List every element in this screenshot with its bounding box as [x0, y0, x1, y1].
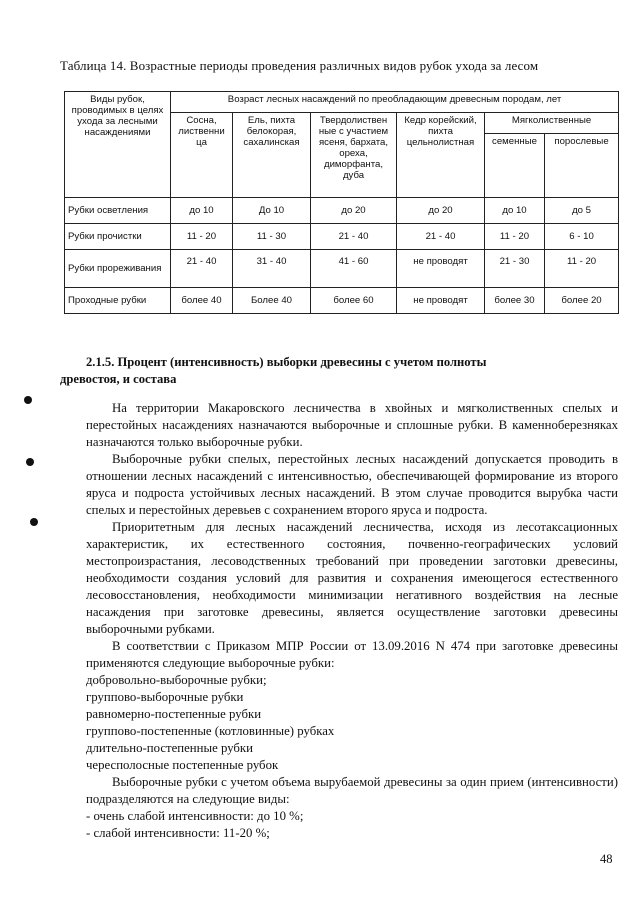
list-item: группово-постепенные (котловинные) рубках	[86, 724, 335, 738]
species-el: Ель, пихта белокорая, сахалинская	[233, 113, 311, 198]
paragraph: Выборочные рубки спелых, перестойных лесных насаждений допускается проводить в отношении лесных насаждений с интенсивностью, обеспечивающей формирование из второго яруса и подроста устойчивых лесных насаждений. В этом случае проводится вырубка части спелых и перестойных деревьев с сохранением второго яруса и подроста.	[86, 452, 618, 517]
table-cell: 21 - 40	[171, 250, 233, 288]
table-cell: не проводят	[397, 250, 485, 288]
paragraph: На территории Макаровского лесничества в хвойных и мягколиственных спелых и перестойных насаждениях назначаются выборочные и сплошные рубки. В каменноберезняках назначаются только выборочные рубки.	[86, 401, 618, 449]
table-cell: более 20	[545, 288, 619, 314]
list-item: группово-выборочные рубки	[86, 690, 244, 704]
list-item: - слабой интенсивности: 11-20 %;	[86, 826, 270, 840]
table-cell: 11 - 20	[171, 224, 233, 250]
page-number: 48	[600, 852, 613, 866]
list-item: равномерно-постепенные рубки	[86, 707, 262, 721]
section-heading-line1: 2.1.5. Процент (интенсивность) выборки древесины с учетом полноты	[86, 355, 487, 369]
table-corner-header: Виды рубок, проводимых в целях ухода за лесными насаждениями	[65, 92, 171, 198]
row-label: Рубки осветления	[65, 198, 171, 224]
species-semennye: семенные	[485, 134, 545, 198]
table-header-row	[65, 92, 619, 113]
table-row	[65, 198, 619, 224]
table-cell: до 20	[311, 198, 397, 224]
species-kedr: Кедр корейский, пихта цельнолистная	[397, 113, 485, 198]
species-myagko: Мягколиственные	[485, 113, 619, 134]
table-cell: до 5	[545, 198, 619, 224]
table-cell: 21 - 40	[311, 224, 397, 250]
table-cell: 21 - 40	[397, 224, 485, 250]
section-heading-line2: древостоя, и состава	[60, 372, 177, 386]
binder-hole-dot	[26, 458, 34, 466]
table-cell: 11 - 20	[545, 250, 619, 288]
row-label: Рубки прочистки	[65, 224, 171, 250]
table-cell: не проводят	[397, 288, 485, 314]
table-cell: до 10	[485, 198, 545, 224]
table-cell: 11 - 30	[233, 224, 311, 250]
species-sosna: Сосна, лиственни ца	[171, 113, 233, 198]
paragraph: Приоритетным для лесных насаждений лесничества, исходя из лесотаксационных характеристик, их естественного состояния, почвенно-географических условий местопроизрастания, лесоводственных требований при проведении заготовки древесины, необходимости создания условий для развития и сохранения имеющегося естественного лесовосстановления, необходимости минимизации негативного воздействия на лесные насаждения при заготовке древесины, является осуществление заготовки древесины выборочными рубками.	[86, 520, 618, 636]
species-poroslevye: порослевые	[545, 134, 619, 198]
list-item: добровольно-выборочные рубки;	[86, 673, 267, 687]
list-item: длительно-постепенные рубки	[86, 741, 254, 755]
table-cell: 21 - 30	[485, 250, 545, 288]
row-label: Проходные рубки	[65, 288, 171, 314]
table-cell: Более 40	[233, 288, 311, 314]
table-row	[65, 250, 619, 288]
binder-hole-dot	[24, 396, 32, 404]
table-caption: Таблица 14. Возрастные периоды проведения различных видов рубок ухода за лесом	[60, 58, 539, 73]
list-item: чересполосные постепенные рубок	[86, 758, 279, 772]
table-cell: 11 - 20	[485, 224, 545, 250]
table-cell: более 30	[485, 288, 545, 314]
table-row	[65, 224, 619, 250]
list-item: - очень слабой интенсивности: до 10 %;	[86, 809, 304, 823]
table-cell: до 10	[171, 198, 233, 224]
table-cell: До 10	[233, 198, 311, 224]
species-tverdo: Твердолиствен ные с участием ясеня, бархата, ореха, диморфанта, дуба	[311, 113, 397, 198]
table-group-header: Возраст лесных насаждений по преобладающим древесным породам, лет	[171, 92, 619, 113]
paragraph: В соответствии с Приказом МПР России от 13.09.2016 N 474 при заготовке древесины применяются следующие выборочные рубки:	[86, 639, 618, 670]
table-cell: 41 - 60	[311, 250, 397, 288]
table-cell: 6 - 10	[545, 224, 619, 250]
table-row	[65, 288, 619, 314]
felling-age-table	[64, 91, 619, 314]
row-label: Рубки прореживания	[65, 250, 171, 288]
paragraph: Выборочные рубки с учетом объема вырубаемой древесины за один прием (интенсивности) подразделяются на следующие виды:	[86, 775, 618, 806]
binder-hole-dot	[30, 518, 38, 526]
table-cell: более 40	[171, 288, 233, 314]
section-heading	[60, 354, 618, 388]
table-cell: до 20	[397, 198, 485, 224]
body-text	[86, 400, 618, 842]
table-cell: 31 - 40	[233, 250, 311, 288]
table-cell: более 60	[311, 288, 397, 314]
